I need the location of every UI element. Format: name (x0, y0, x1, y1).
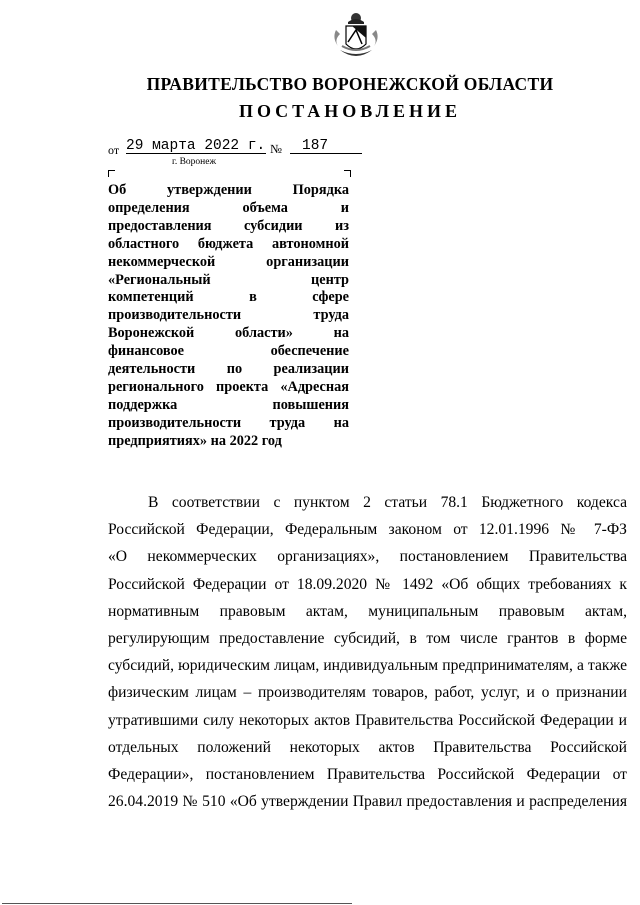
subject-line: поддержка повышения (108, 396, 349, 413)
corner-mark-right (344, 170, 351, 177)
body-line: Российской Федерации, Федеральным законом от 12.01.1996 № 7-ФЗ (108, 521, 627, 539)
date-number-row (108, 139, 368, 157)
body-line: В соответствии с пунктом 2 статьи 78.1 Бюджетного кодекса (148, 494, 627, 511)
subject-line: финансовое обеспечение (108, 343, 349, 360)
subject-line: предприятиях» на 2022 год (108, 432, 282, 449)
document-type: ПОСТАНОВЛЕНИЕ (238, 101, 462, 121)
subject-line: «Региональный центр (108, 271, 349, 288)
body-line: «О некоммерческих организациях», постановлением Правительства (108, 548, 627, 566)
subject-line: некоммерческой организации (108, 253, 349, 270)
body-line: отдельных положений некоторых актов Правительства Российской (108, 738, 627, 756)
subject-line: компетенций в сфере (108, 289, 349, 306)
subject-line: производительности труда (108, 307, 349, 324)
document-date: 29 марта 2022 г. (126, 138, 266, 154)
subject-line: производительности труда на (108, 414, 349, 431)
body-line: Федерации», постановлением Правительства Российской Федерации от (108, 766, 627, 784)
document-body (108, 489, 627, 815)
footer-divider (2, 903, 352, 904)
subject-line: областного бюджета автономной (108, 235, 349, 252)
body-line: утратившими силу некоторых актов Правительства Российской Федерации и (108, 711, 627, 729)
number-sign: № (270, 142, 282, 156)
corner-mark-left (108, 170, 115, 177)
subject-line: Воронежской области» на (108, 325, 349, 342)
city: г. Воронеж (172, 157, 217, 167)
body-line: нормативным правовым актам, муниципальным правовым актам, (108, 602, 627, 620)
document-subject (108, 182, 349, 451)
body-line: физическим лицам – производителям товаров, работ, услуг, и о признании (108, 684, 627, 702)
subject-line: определения объема и (108, 199, 349, 216)
subject-line: предоставления субсидии из (108, 217, 349, 234)
document-number: 187 (290, 139, 362, 154)
body-line: 26.04.2019 № 510 «Об утверждении Правил предоставления и распределения (108, 793, 627, 811)
body-line: субсидий, юридическим лицам, индивидуальным предпринимателям, а также (108, 657, 627, 675)
body-line: регулирующим предоставление субсидий, в том числе грантов в форме (108, 630, 627, 648)
body-line: Российской Федерации от 18.09.2020 № 1492 «Об общих требованиях к (108, 575, 627, 593)
subject-line: деятельности по реализации (108, 361, 349, 378)
date-prefix: от (108, 143, 120, 157)
coat-of-arms-icon (328, 8, 384, 66)
subject-line: Об утверждении Порядка (108, 182, 349, 198)
government-title: ПРАВИТЕЛЬСТВО ВОРОНЕЖСКОЙ ОБЛАСТИ (146, 74, 554, 94)
subject-line: регионального проекта «Адресная (108, 378, 349, 395)
